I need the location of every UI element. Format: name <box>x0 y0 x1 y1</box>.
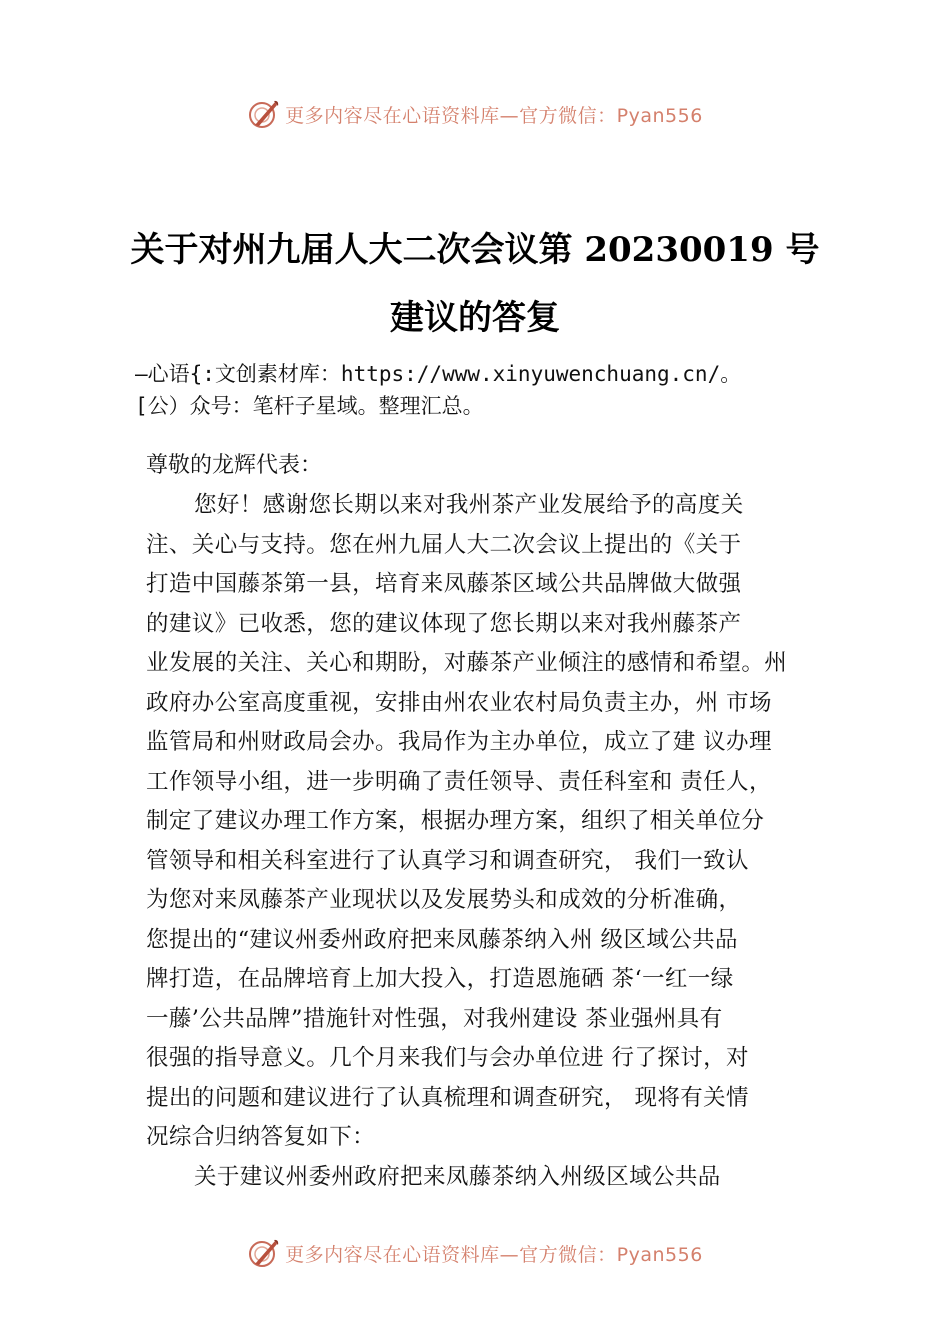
body-line: 牌打造，在品牌培育上加大投入，打造恩施硒 茶‘一红一绿 <box>146 966 734 992</box>
watermark-text: 更多内容尽在心语资料库—官方微信：Pyan556 <box>285 104 703 127</box>
body-line: 业发展的关注、关心和期盼，对藤茶产业倾注的感情和希望。州 <box>146 650 788 676</box>
body-line: 打造中国藤茶第一县，培育来凤藤茶区域公共品牌做大做强 <box>146 571 742 597</box>
salutation: 尊敬的龙辉代表： <box>146 453 323 478</box>
body-line: 的建议》已收悉，您的建议体现了您长期以来对我州藤茶产 <box>146 610 742 637</box>
body-line: 注、关心与支持。您在州九届人大二次会议上提出的《关于 <box>146 531 742 558</box>
source-note-line2: [公）众号：笔杆子星域。整理汇总。 <box>135 394 484 418</box>
quill-pen-logo-icon <box>247 97 281 131</box>
body-line: 提出的问题和建议进行了认真梳理和调查研究， 现将有关情 <box>146 1084 749 1111</box>
quill-pen-logo-icon <box>247 1236 281 1270</box>
body-line: 监管局和州财政局会办。我局作为主办单位，成立了建 议办理 <box>146 729 772 755</box>
body-line: 制定了建议办理工作方案，根据办理方案，组织了相关单位分 <box>146 808 765 834</box>
watermark-text: 更多内容尽在心语资料库—官方微信：Pyan556 <box>285 1243 703 1266</box>
watermark-footer <box>0 1233 950 1273</box>
document-title-line2: 建议的答复 <box>390 298 560 338</box>
body-line: 一藤’公共品牌”措施针对性强，对我州建设 茶业强州具有 <box>146 1005 723 1032</box>
body-line: 很强的指导意义。几个月来我们与会办单位进 行了探讨，对 <box>146 1045 749 1071</box>
body-line: 为您对来凤藤茶产业现状以及发展势头和成效的分析准确， <box>146 887 742 913</box>
document-title-line1: 关于对州九届人大二次会议第 20230019 号 <box>130 230 820 270</box>
body-text <box>146 486 836 1197</box>
body-line: 况综合归纳答复如下： <box>146 1124 376 1150</box>
watermark-header <box>0 94 950 134</box>
body-line: 您好！感谢您长期以来对我州茶产业发展给予的高度关 <box>194 492 744 518</box>
body-line: 您提出的“建议州委州政府把来凤藤茶纳入州 级区域公共品 <box>146 926 738 953</box>
body-line: 关于建议州委州政府把来凤藤茶纳入州级区域公共品 <box>194 1163 721 1190</box>
source-note-line1: —心语{:文创素材库：https://www.xinyuwenchuang.cn/。 <box>135 362 742 386</box>
body-line: 管领导和相关科室进行了认真学习和调查研究， 我们一致认 <box>146 847 749 874</box>
body-line: 政府办公室高度重视，安排由州农业农村局负责主办，州 市场 <box>146 689 772 716</box>
body-line: 工作领导小组，进一步明确了责任领导、责任科室和 责任人， <box>146 768 772 795</box>
